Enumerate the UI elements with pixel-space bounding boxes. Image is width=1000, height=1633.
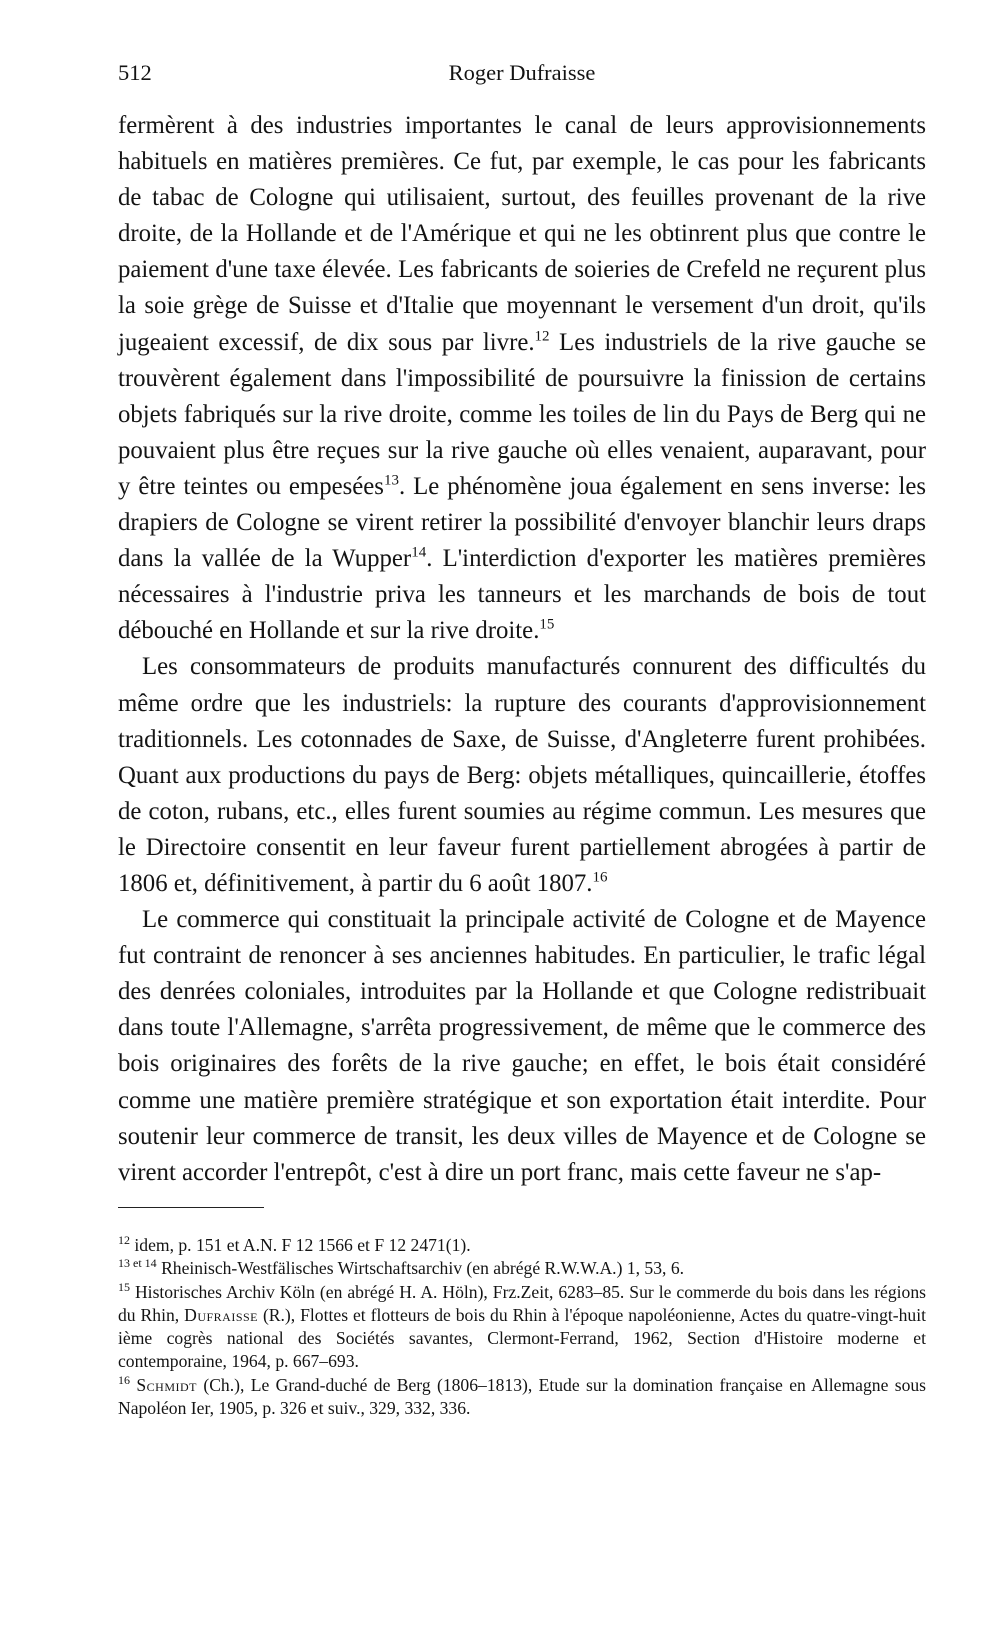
author-name: Schmidt xyxy=(136,1374,197,1395)
footnote-text: Historisches Archiv Köln (en abrégé H. A. Höln), Frz.Zeit, 6283–85. Sur le commerde du bois dans les régions du Rhin, xyxy=(118,1281,926,1325)
text-run: Le commerce qui constituait la principale activité de Cologne et de Mayence fut contraint de renoncer à ses anciennes habitudes. En particulier, le trafic légal des denrées coloniales, introduites par la Hollande et que Cologne redistribuait dans toute l'Allemagne, s'arrêta progressivement, de même que le commerce des bois originaires des forêts de la rive gauche; en effet, le bois était considéré comme une matière première stratégique et son exportation était interdite. Pour soutenir leur commerce de transit, les deux villes de Mayence et de Cologne se virent accorder l'entrepôt, c'est à dire un port franc, mais cette faveur ne s'ap- xyxy=(118,906,926,1186)
footnote-ref: 13 xyxy=(383,472,399,489)
footnote-text: Rheinisch-Westfälisches Wirtschaftsarchiv (en abrégé R.W.W.A.) 1, 53, 6. xyxy=(156,1258,685,1279)
paragraph xyxy=(118,902,926,1191)
text-run: . L'interdiction d'exporter les matières premières nécessaires à l'industrie priva les tanneurs et les marchands de bois de tout débouché en Hollande et sur la rive droite. xyxy=(118,545,926,645)
page-number: 512 xyxy=(118,60,152,85)
author-name: Dufraisse xyxy=(184,1304,258,1325)
footnote-number: 16 xyxy=(118,1372,130,1387)
running-head: Roger Dufraisse xyxy=(448,60,596,85)
footnote-ref: 12 xyxy=(534,328,550,345)
footnote-number: 15 xyxy=(118,1279,130,1294)
page-header xyxy=(118,60,926,100)
footnotes xyxy=(118,1234,926,1420)
text-run: Les industriels de la rive gauche se trouvèrent également dans l'impossibilité de poursuivre la finission de certains objets fabriqués sur la rive droite, comme les toiles de lin du Pays de Berg qui ne pouvaient plus être reçues sur la rive gauche où elles venaient, auparavant, pour y être teintes ou empesées xyxy=(118,328,926,500)
footnote-text: (Ch.), Le Grand-duché de Berg (1806–1813), Etude sur la domination française en Allemagne sous Napoléon Ier, 1905, p. 326 et suiv., 329, 332, 336. xyxy=(118,1374,927,1419)
paragraph xyxy=(118,108,926,649)
footnote-ref: 14 xyxy=(411,544,427,561)
footnote-text: idem, p. 151 et A.N. F 12 1566 et F 12 2471(1). xyxy=(130,1235,471,1255)
footnote xyxy=(118,1281,926,1374)
footnote-text: (R.), Flottes et flotteurs de bois du Rhin à l'époque napoléonienne, Actes du quatre-vingt-huit ième cogrès national des Sociétés savantes, Clermont-Ferrand, 1962, Section d'Histoire moderne et contemporaine, 1964, p. 667–693. xyxy=(118,1304,927,1372)
footnote xyxy=(118,1234,926,1257)
text-run: . Le phénomène joua également en sens inverse: les drapiers de Cologne se virent retirer la possibilité d'envoyer blanchir leurs draps dans la vallée de la Wupper xyxy=(118,472,926,573)
paragraph xyxy=(118,649,926,902)
text-run: Les consommateurs de produits manufacturés connurent des difficultés du même ordre que les industriels: la rupture des courants d'approvisionnement traditionnels. Les cotonnades de Saxe, de Suisse, d'Angleterre furent prohibées. Quant aux productions du pays de Berg: objets métalliques, quincaillerie, étoffes de coton, rubans, etc., elles furent soumies au régime commun. Les mesures que le Directoire consentit en leur faveur furent partiellement abrogées à partir de 1806 et, définitivement, à partir du 6 août 1807. xyxy=(118,653,926,897)
main-text xyxy=(118,108,926,1191)
footnote-ref: 15 xyxy=(539,617,555,634)
footnote-separator xyxy=(118,1207,264,1208)
footnote xyxy=(118,1374,926,1421)
text-run: fermèrent à des industries importantes le canal de leurs approvisionnements habituels en matières premières. Ce fut, par exemple, le cas pour les fabricants de tabac de Cologne qui utilisaient, surtout, des feuilles provenant de la rive droite, de la Hollande et de l'Amérique et qui ne les obtinrent plus que contre le paiement d'une taxe élevée. Les fabricants de soieries de Crefeld ne reçurent plus la soie grège de Suisse et d'Italie que moyennant le versement d'un droit, qu'ils jugeaient excessif, de dix sous par livre. xyxy=(118,112,926,356)
footnote-ref: 16 xyxy=(592,869,608,886)
footnote-number: 12 xyxy=(118,1233,130,1248)
footnote-number: 13 et 14 xyxy=(118,1256,157,1271)
footnote xyxy=(118,1257,926,1280)
